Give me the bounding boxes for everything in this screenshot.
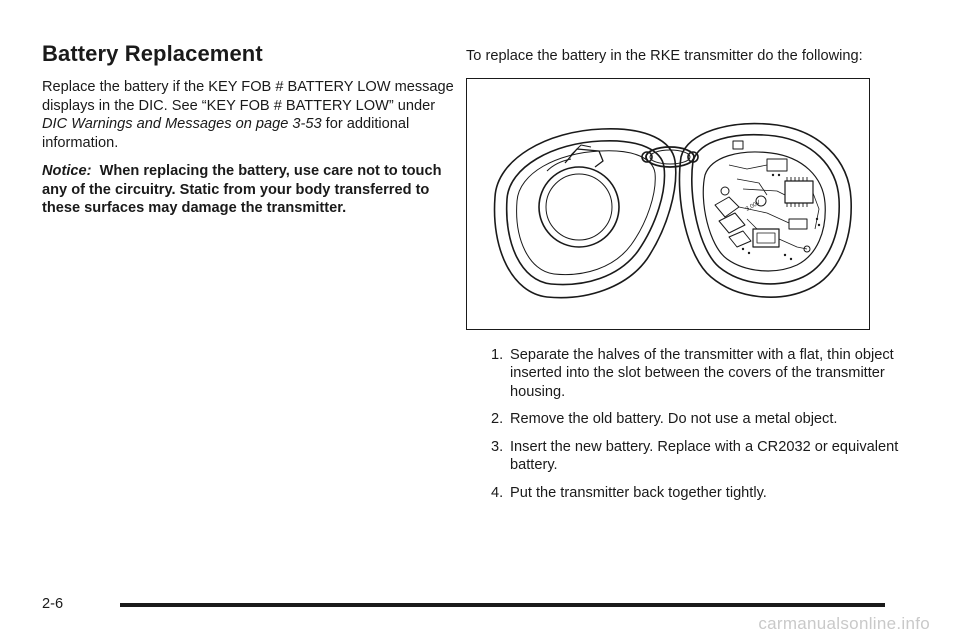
intro-paragraph <box>42 78 454 152</box>
left-housing-inner <box>507 140 665 284</box>
battery-coin <box>539 167 619 247</box>
page-number: 2-6 <box>42 596 64 612</box>
section-title: Battery Replacement <box>42 41 263 66</box>
step-number: 2. <box>491 411 504 427</box>
site-watermark: carmanualsonline.info <box>758 614 930 633</box>
step-number: 4. <box>491 484 504 501</box>
step-item <box>466 438 906 475</box>
step-item <box>466 410 906 429</box>
step-text: Insert the new battery. Replace with a CR2032 or equivalent battery. <box>510 438 899 473</box>
footer-rule <box>120 603 885 607</box>
step-item <box>466 484 906 503</box>
chip-label: 3.00V <box>745 199 762 213</box>
notice-label: Notice: <box>42 163 92 179</box>
circuit-board <box>703 151 825 270</box>
notice-text: When replacing the battery, use care not to touch any of the circuitry. Static from your body transferred to these surfaces may damage the transmitter. <box>42 163 442 216</box>
step-number: 3. <box>491 438 504 455</box>
left-column <box>42 40 454 228</box>
instructions-lead: To replace the battery in the RKE transmitter do the following: <box>466 48 863 64</box>
battery-clip <box>565 149 603 167</box>
dic-warnings-reference: DIC Warnings and Messages on page 3-53 <box>42 116 322 132</box>
step-text: Remove the old battery. Do not use a metal object. <box>510 411 838 427</box>
step-text: Separate the halves of the transmitter with a flat, thin object inserted into the slot between the covers of the transmitter housing. <box>510 346 894 400</box>
intro-text-2: for additional information. <box>42 116 410 151</box>
step-number: 1. <box>491 346 504 363</box>
right-housing-inner <box>692 134 839 283</box>
step-item <box>466 346 906 402</box>
transmitter-illustration <box>466 78 870 330</box>
step-text: Put the transmitter back together tightly. <box>510 484 767 501</box>
right-column <box>466 47 906 511</box>
steps-list <box>466 346 906 503</box>
notice-paragraph <box>42 162 454 218</box>
intro-text-1: Replace the battery if the KEY FOB # BATTERY LOW message displays in the DIC. See “KEY FOB # BATTERY LOW” under <box>42 79 454 114</box>
chip-component <box>785 181 813 203</box>
key-fob-open-drawing <box>467 79 868 328</box>
